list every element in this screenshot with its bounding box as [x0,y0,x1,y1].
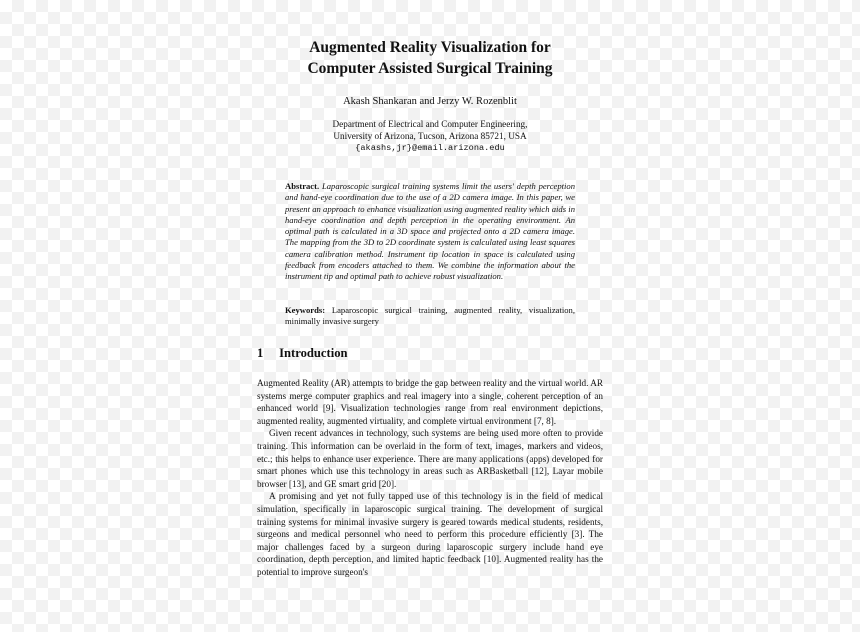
paragraph: Augmented Reality (AR) attempts to bridge the gap between reality and the virtual world. AR systems merge computer graphics and real imagery into a single, coherent perception of an enhanced world [9]. Visualization technologies range from real environment depictions, augmented reality, augmented virtuality, and complete virtual environment [7, 8]. [257,378,603,426]
section-heading [257,346,348,361]
title-line-2: Computer Assisted Surgical Training [307,60,553,77]
paragraph: A promising and yet not fully tapped use of this technology is in the field of medical simulation, specifically in laparoscopic surgical training. The development of surgical training systems for minimal invasive surgery is geared towards medical students, residents, surgeons and medical personnel who need to perform this procedure efficiently [3]. The major challenges faced by a surgeon during laparoscopic surgery include hand eye coordination, depth perception, and limited haptic feedback [10]. Augmented reality has the potential to improve surgeon's [257,491,603,577]
abstract-label: Abstract. [285,181,320,191]
keywords-text: Laparoscopic surgical training, augmented reality, visualization, minimally invasive surgery [285,305,575,327]
title-line-1: Augmented Reality Visualization for [309,39,551,56]
affiliation-line-1: Department of Electrical and Computer Engineering, [332,119,528,129]
section-title: Introduction [279,346,348,360]
section-number: 1 [257,346,264,360]
keywords-label: Keywords: [285,305,326,315]
authors: Akash Shankaran and Jerzy W. Rozenblit [343,96,517,107]
affiliation [230,118,630,154]
paper-title [230,37,630,79]
body-text [257,377,603,579]
abstract [285,181,575,283]
abstract-text: Laparoscopic surgical training systems limit the users' depth perception and hand-eye coordination due to the use of a 2D camera image. In this paper, we present an approach to enhance visualization using augmented reality which aids in hand-eye coordination and depth perception in the operating environment. An optimal path is calculated in a 3D space and projected onto a 2D camera image. The mapping from the 3D to 2D coordinate system is calculated using least squares camera calibration method. Instrument tip location in space is calculated using feedback from encoders attached to them. We combine the information about the instrument tip and optimal path to achieve robust visualization. [285,181,575,282]
keywords [285,305,575,328]
author-email: {akashs,jr}@email.arizona.edu [355,143,505,153]
paragraph: Given recent advances in technology, such systems are being used more often to provide training. This information can be overlaid in the form of text, images, markers and videos, etc.; this helps to enhance user experience. There are many applications (apps) developed for smart phones which use this technology in areas such as ARBasketball [12], Layar mobile browser [13], and GE smart grid [20]. [257,428,603,489]
affiliation-line-2: University of Arizona, Tucson, Arizona 85721, USA [333,131,527,141]
